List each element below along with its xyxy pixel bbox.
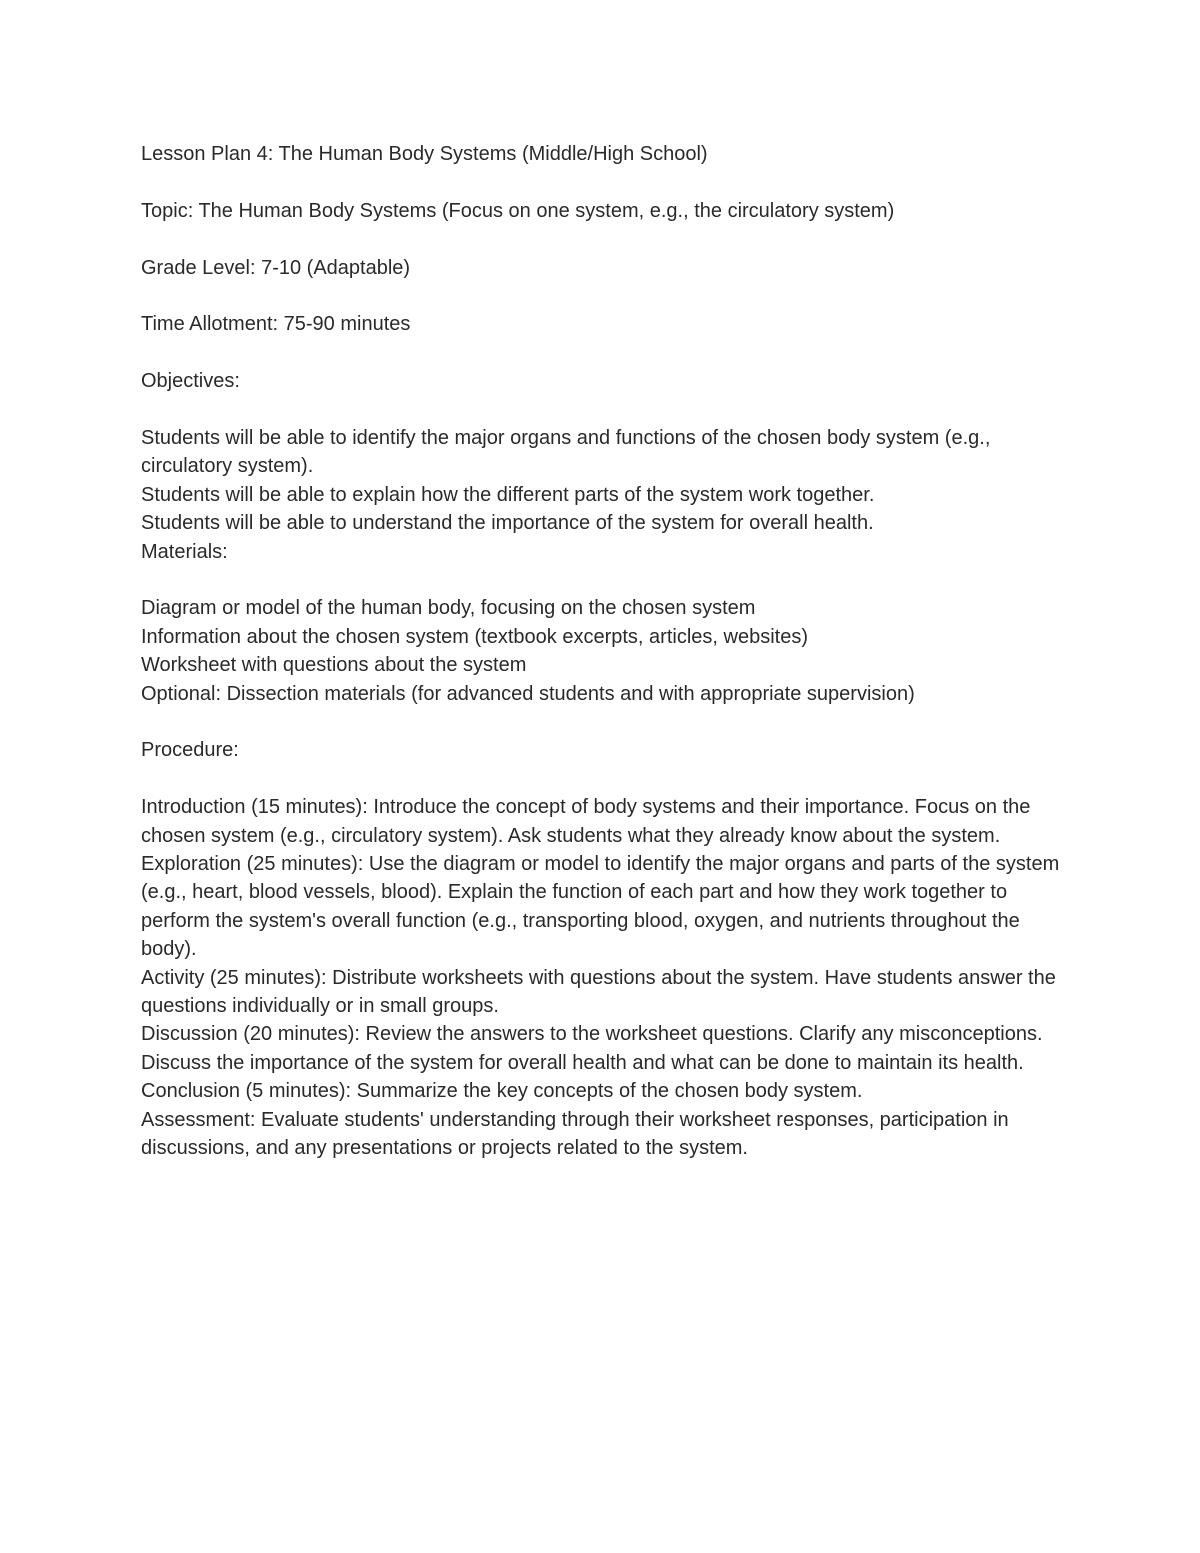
- blank-line: [141, 225, 1071, 253]
- time-allotment-line: Time Allotment: 75-90 minutes: [141, 313, 411, 336]
- procedure-heading: Procedure:: [141, 739, 239, 762]
- material-item: Information about the chosen system (textbook excerpts, articles, websites): [141, 625, 808, 648]
- blank-line: [141, 396, 1071, 424]
- procedure-step-introduction: Introduction (15 minutes): Introduce the concept of body systems and their importance. Focus on the chosen system (e.g., circulatory system). Ask students what they already know about the system.: [141, 796, 1031, 847]
- objectives-heading: Objectives:: [141, 370, 240, 393]
- materials-heading: Materials:: [141, 540, 228, 563]
- blank-line: [141, 168, 1071, 196]
- document-body: [141, 140, 1071, 1163]
- grade-level-line: Grade Level: 7-10 (Adaptable): [141, 256, 411, 279]
- blank-line: [141, 566, 1071, 594]
- blank-line: [141, 765, 1071, 793]
- objective-item: Students will be able to identify the major organs and functions of the chosen body system (e.g., circulatory system).: [141, 426, 991, 478]
- material-item: Diagram or model of the human body, focusing on the chosen system: [141, 597, 756, 620]
- material-item: Worksheet with questions about the system: [141, 654, 527, 677]
- procedure-step-exploration: Exploration (25 minutes): Use the diagram or model to identify the major organs and parts of the system (e.g., heart, blood vessels, blood). Explain the function of each part and how they work together to perform the system's overall function (e.g., transporting blood, oxygen, and nutrients throughout the body).: [141, 853, 1060, 961]
- procedure-step-activity: Activity (25 minutes): Distribute worksheets with questions about the system. Have students answer the questions individually or in small groups.: [141, 966, 1056, 1018]
- procedure-step-conclusion: Conclusion (5 minutes): Summarize the key concepts of the chosen body system.: [141, 1080, 863, 1103]
- material-item: Optional: Dissection materials (for advanced students and with appropriate supervision): [141, 682, 915, 705]
- objective-item: Students will be able to understand the importance of the system for overall health.: [141, 512, 874, 535]
- topic-line: Topic: The Human Body Systems (Focus on one system, e.g., the circulatory system): [141, 199, 895, 222]
- blank-line: [141, 339, 1071, 367]
- procedure-step-discussion: Discussion (20 minutes): Review the answers to the worksheet questions. Clarify any misconceptions. Discuss the importance of the system for overall health and what can be done to maintain its health.: [141, 1023, 1043, 1074]
- document-title: Lesson Plan 4: The Human Body Systems (Middle/High School): [141, 143, 708, 165]
- objective-item: Students will be able to explain how the different parts of the system work together.: [141, 483, 875, 506]
- blank-line: [141, 708, 1071, 736]
- blank-line: [141, 282, 1071, 310]
- procedure-step-assessment: Assessment: Evaluate students' understanding through their worksheet responses, participation in discussions, and any presentations or projects related to the system.: [141, 1108, 1009, 1160]
